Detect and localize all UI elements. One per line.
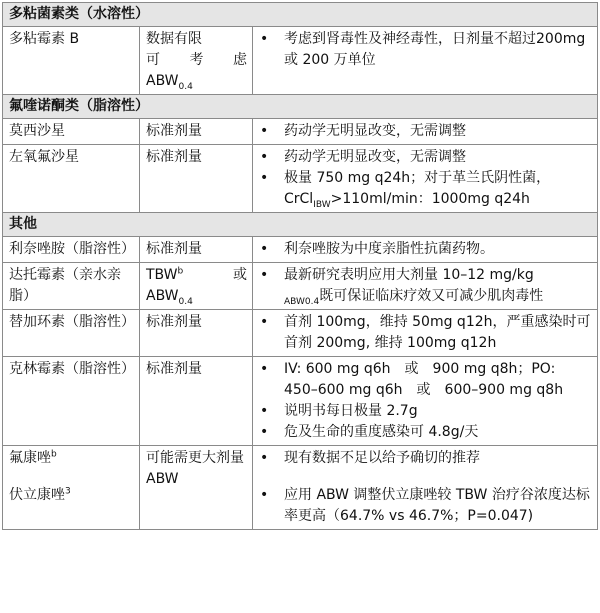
drug-name: 利奈唑胺（脂溶性） bbox=[3, 237, 140, 263]
table-row-tigecycline bbox=[3, 310, 598, 357]
table-row-azoles bbox=[3, 446, 598, 530]
drug-name: 达托霉素（亲水亲脂） bbox=[3, 263, 140, 310]
note-cell bbox=[253, 27, 598, 95]
section-title: 多粘菌素类（水溶性） bbox=[3, 3, 598, 27]
dose-cell: 标准剂量 bbox=[140, 357, 253, 446]
dosing-table bbox=[2, 2, 598, 530]
list-item: • 危及生命的重度感染可 4.8g/天 bbox=[259, 422, 592, 443]
section-title: 其他 bbox=[3, 213, 598, 237]
drug-name: 多粘霉素 B bbox=[3, 27, 140, 95]
dose-cell: 标准剂量 bbox=[140, 145, 253, 213]
list-item: • 说明书每日极量 2.7g bbox=[259, 401, 592, 422]
table-row-linezolid bbox=[3, 237, 598, 263]
list-item: • 极量 750 mg q24h；对于革兰氏阴性菌，CrCl$_{IBW}$>110ml/min：1000mg q24h bbox=[259, 168, 592, 210]
table-row-polymyxin-b bbox=[3, 27, 598, 95]
dose-cell: 标准剂量 bbox=[140, 237, 253, 263]
list-item: • 首剂 100mg，维持 50mg q12h，严重感染时可首剂 200mg, 维持 100mg q12h bbox=[259, 312, 592, 354]
dose-cell: 标准剂量 bbox=[140, 119, 253, 145]
note-cell bbox=[253, 145, 598, 213]
list-item: • 考虑到肾毒性及神经毒性，日剂量不超过200mg 或 200 万单位 bbox=[259, 29, 592, 71]
list-item: • 应用 ABW 调整伏立康唑较 TBW 治疗谷浓度达标率更高（64.7% vs 46.7%；P=0.047) bbox=[259, 485, 592, 527]
list-item: • IV: 600 mg q6h 或 900 mg q8h；PO: 450–600 mg q6h 或 600–900 mg q8h bbox=[259, 359, 592, 401]
list-item: • 最新研究表明应用大剂量 10–12 mg/kg $_{ABW0.4}$既可保证临床疗效又可减少肌肉毒性 bbox=[259, 265, 592, 307]
table-row-daptomycin bbox=[3, 263, 598, 310]
section-header-other bbox=[3, 213, 598, 237]
note-cell bbox=[253, 119, 598, 145]
section-header-fluoroquinolones bbox=[3, 95, 598, 119]
note-cell bbox=[253, 357, 598, 446]
table-row-levofloxacin bbox=[3, 145, 598, 213]
drug-name: 克林霉素（脂溶性） bbox=[3, 357, 140, 446]
note-cell bbox=[253, 263, 598, 310]
note-cell bbox=[253, 446, 598, 530]
dose-cell: 标准剂量 bbox=[140, 310, 253, 357]
dose-cell: 数据有限 可 考 虑 $ABW_{0.4}$ bbox=[140, 27, 253, 95]
list-item: • 利奈唑胺为中度亲脂性抗菌药物。 bbox=[259, 239, 592, 260]
table-row-moxifloxacin bbox=[3, 119, 598, 145]
note-cell bbox=[253, 310, 598, 357]
table-row-clindamycin bbox=[3, 357, 598, 446]
section-title: 氟喹诺酮类（脂溶性） bbox=[3, 95, 598, 119]
list-item: • 药动学无明显改变，无需调整 bbox=[259, 147, 592, 168]
dose-cell: 可能需更大剂量 ABW bbox=[140, 446, 253, 530]
drug-name: 替加环素（脂溶性） bbox=[3, 310, 140, 357]
section-header-polymyxins bbox=[3, 3, 598, 27]
drug-name: 左氧氟沙星 bbox=[3, 145, 140, 213]
list-item: • 现有数据不足以给予确切的推荐 bbox=[259, 448, 592, 469]
note-cell bbox=[253, 237, 598, 263]
dose-cell: TBW$^b$ 或 $ABW_{0.4}$ bbox=[140, 263, 253, 310]
drug-name: 莫西沙星 bbox=[3, 119, 140, 145]
drug-name: 氟康唑$^b$ 伏立康唑$^3$ bbox=[3, 446, 140, 530]
list-item: • 药动学无明显改变，无需调整 bbox=[259, 121, 592, 142]
